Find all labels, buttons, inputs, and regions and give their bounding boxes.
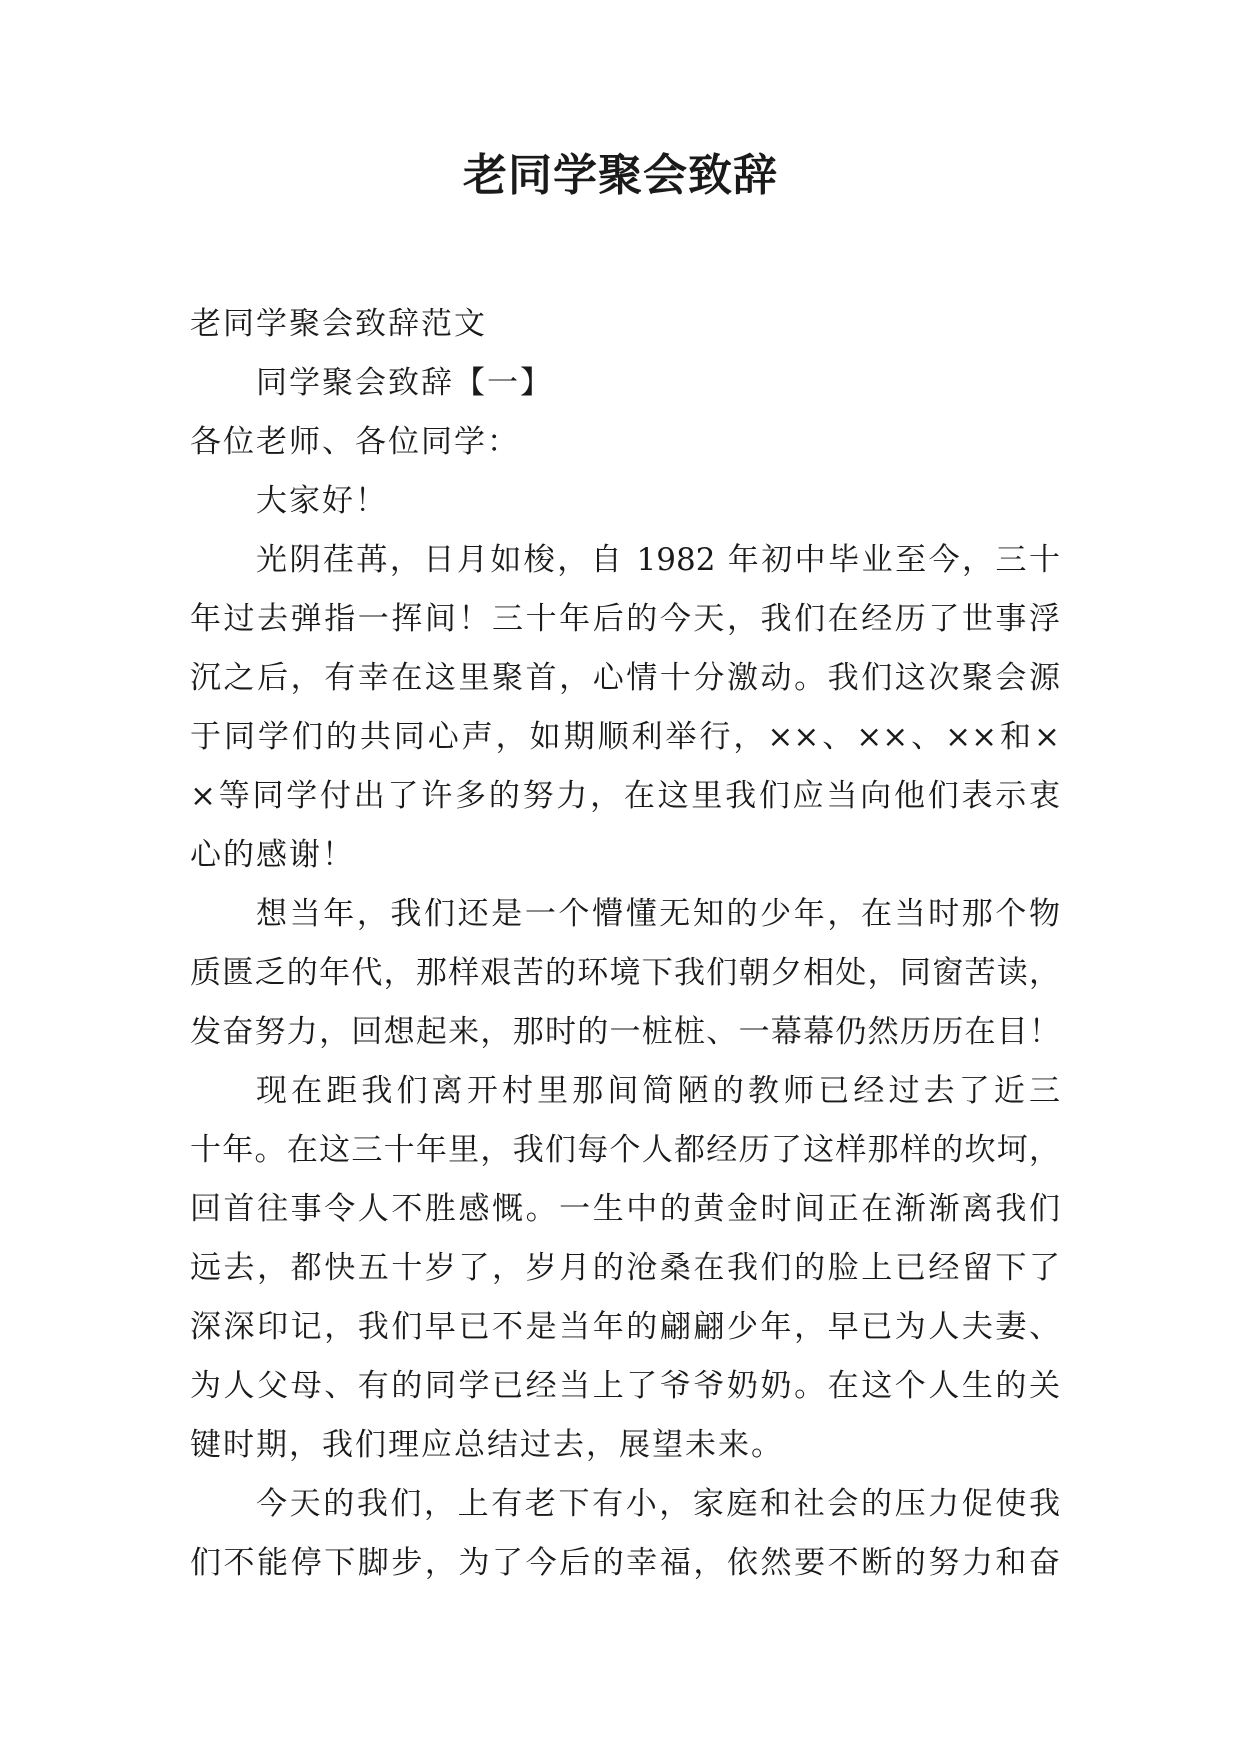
text-line: 大家好！: [256, 483, 388, 519]
document-title: 老同学聚会致辞: [463, 150, 778, 201]
text-line: 质匮乏的年代，那样艰苦的环境下我们朝夕相处，同窗苦读，: [190, 955, 1060, 991]
text-line: 远去，都快五十岁了，岁月的沧桑在我们的脸上已经留下了: [190, 1250, 1060, 1286]
text-line: 心的感谢！: [190, 837, 355, 873]
text-line: 十年。在这三十年里，我们每个人都经历了这样那样的坎坷，: [190, 1132, 1060, 1168]
document-body: [190, 295, 1060, 1593]
text-line: 于同学们的共同心声，如期顺利举行，××、××、××和×: [190, 719, 1060, 755]
text-line: 同学聚会致辞【一】: [256, 365, 553, 401]
text-line: 键时期，我们理应总结过去，展望未来。: [190, 1427, 784, 1463]
text-line: 回首往事令人不胜感慨。一生中的黄金时间正在渐渐离我们: [190, 1191, 1060, 1227]
text-line: 光阴荏苒，日月如梭，自 1982 年初中毕业至今，三十: [256, 542, 1060, 578]
text-line: 为人父母、有的同学已经当上了爷爷奶奶。在这个人生的关: [190, 1368, 1060, 1404]
text-line: ×等同学付出了许多的努力，在这里我们应当向他们表示衷: [190, 778, 1060, 814]
text-line: 今天的我们，上有老下有小，家庭和社会的压力促使我: [256, 1486, 1060, 1522]
text-line: 年过去弹指一挥间！三十年后的今天，我们在经历了世事浮: [190, 601, 1060, 637]
text-line: 们不能停下脚步，为了今后的幸福，依然要不断的努力和奋: [190, 1545, 1060, 1581]
text-line: 深深印记，我们早已不是当年的翩翩少年，早已为人夫妻、: [190, 1309, 1060, 1345]
text-line: 各位老师、各位同学：: [190, 424, 520, 460]
text-line: 沉之后，有幸在这里聚首，心情十分激动。我们这次聚会源: [190, 660, 1060, 696]
text-line: 现在距我们离开村里那间简陋的教师已经过去了近三: [256, 1073, 1060, 1109]
text-line: 发奋努力，回想起来，那时的一桩桩、一幕幕仍然历历在目！: [190, 1014, 1060, 1050]
text-line: 老同学聚会致辞范文: [190, 306, 487, 342]
text-line: 想当年，我们还是一个懵懂无知的少年，在当时那个物: [256, 896, 1060, 932]
